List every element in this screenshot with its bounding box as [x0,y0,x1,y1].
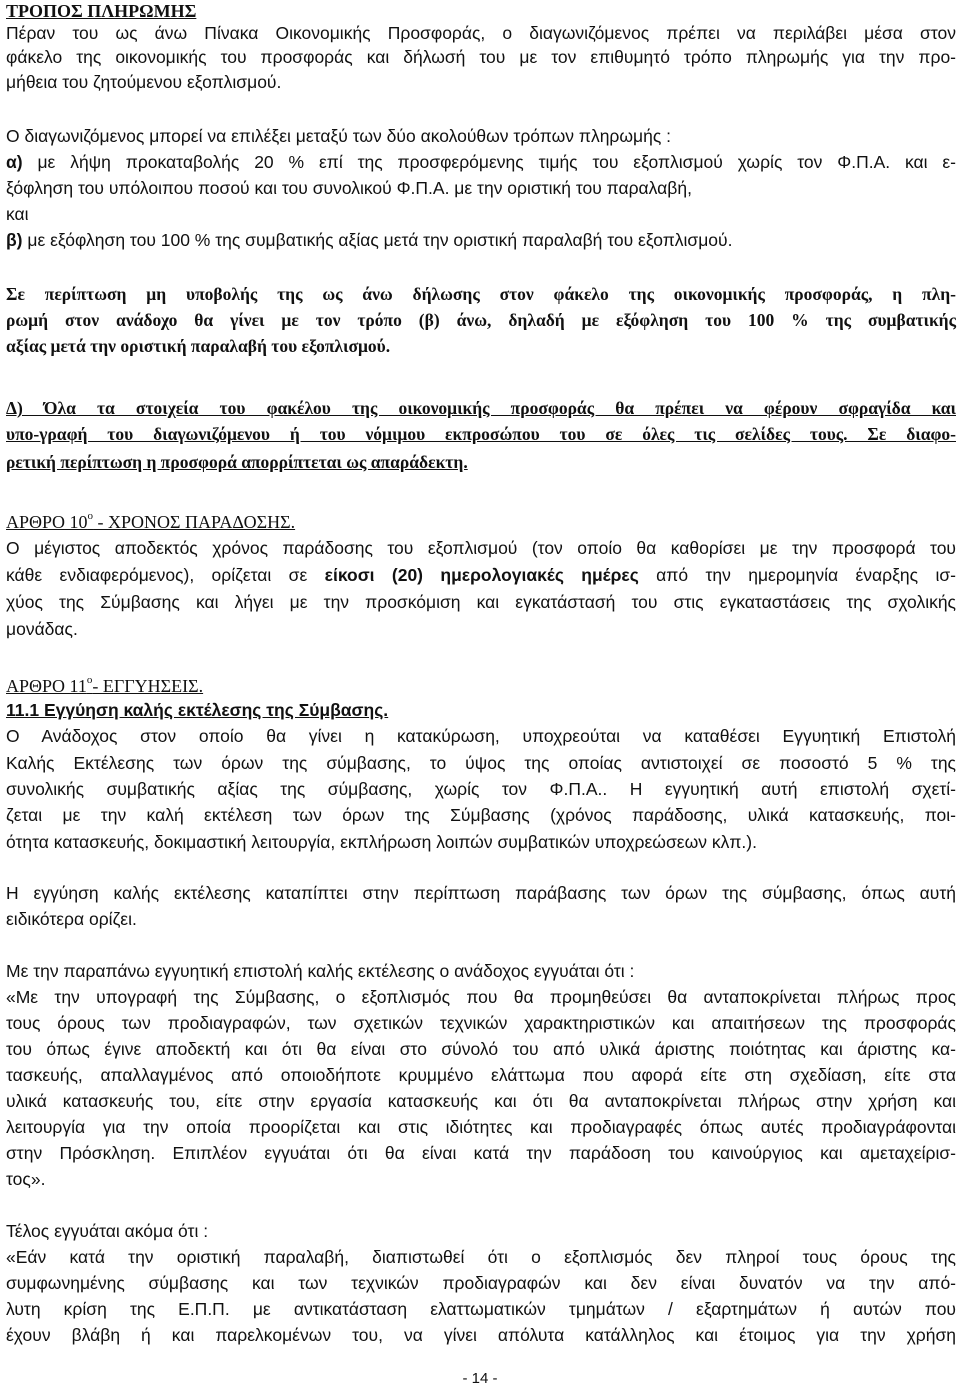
paragraph-line: μήθεια του ζητούμενου εξοπλισμού. [6,72,282,92]
delta-paragraph-line: Δ) Όλα τα στοιχεία του φακέλου της οικονομικής προσφοράς θα πρέπει να φέρουν σφραγίδα και [6,398,956,418]
option-b-line [6,229,732,251]
paragraph-line: τασκευής, απαλλαγμένος από οποιοδήποτε κρυμμένο ελάττωμα που αφορά είτε στη σχεδίαση, είτε στα [6,1065,956,1085]
article-10-title-sup: ο [87,510,94,522]
paragraph-line: έχουν βλάβη ή και παρελκομένων του, να γίνει απόλυτα κατάλληλος και έτοιμος για την χρήση [6,1325,956,1345]
paragraph-line: φάκελο της οικονομικής του προσφοράς και δήλωσή του με τον επιθυμητό τρόπο πληρωμής για την προ- [6,47,956,67]
paragraph-line: και [6,204,29,224]
delta-paragraph-line: υπο-γραφή του διαγωνιζόμενου ή του νόμιμου εκπροσώπου του σε όλες τις σελίδες τους. Σε διαφο- [6,424,956,444]
paragraph-line: Ο διαγωνιζόμενος μπορεί να επιλέξει μεταξύ των δύο ακολούθων τρόπων πληρωμής : [6,126,672,146]
article-11-title [6,675,203,697]
option-a-line [6,151,956,173]
article-11-title-rest: - ΕΓΓΥΗΣΕΙΣ. [92,676,204,696]
paragraph-line: υλικά κατασκευής του, είτε στην εργασία κατασκευής και ότι θα ανταποκρίνεται πλήρως στην χρήση και [6,1091,956,1111]
payment-method-title: ΤΡΟΠΟΣ ΠΛΗΡΩΜΗΣ [6,1,197,21]
option-a-text: με λήψη προκαταβολής 20 % επί της προσφερόμενης τιμής του εξοπλισμού χωρίς τον Φ.Π.Α. και ε- [22,152,956,172]
option-a-label: α) [6,152,23,172]
article-11-title-text: ΑΡΘΡΟ 11 [6,676,87,696]
paragraph-line: ζεται με την καλή εκτέλεση των όρων της Σύμβασης (χρόνος παράδοσης, υλικά κατασκευής, ποι- [6,805,956,825]
paragraph-line: τος». [6,1169,46,1189]
article-10-title [6,511,295,533]
paragraph-line: ότητα κατασκευής, δοκιμαστική λειτουργία, εκπλήρωση λοιπών συμβατικών υποχρεώσεων κλπ.). [6,832,757,852]
article-10-title-text: ΑΡΘΡΟ 10 [6,512,88,532]
paragraph-line: Ο μέγιστος αποδεκτός χρόνος παράδοσης του εξοπλισμού (τον οποίο θα καθορίσει με την προσφορά του [6,538,956,558]
paragraph-line: «Με την υπογραφή της Σύμβασης, ο εξοπλισμός που θα προμηθεύσει θα ανταποκρίνεται πλήρως προς [6,987,956,1007]
paragraph-line: Ο Ανάδοχος στον οποίο θα γίνει η κατακύρωση, υποχρεούται να καταθέσει Εγγυητική Επιστολή [6,726,956,746]
paragraph-line: Πέραν του ως άνω Πίνακα Οικονομικής Προσφοράς, ο διαγωνιζόμενος πρέπει να περιλάβει μέσα στον [6,23,956,43]
text-span: κάθε ενδιαφερόμενος), ορίζεται σε [6,565,325,585]
paragraph-line: συμφωνημένης σύμβασης και των τεχνικών προδιαγραφών και δεν είναι δυνατόν να την από- [6,1273,956,1293]
paragraph-line: χύος της Σύμβασης και λήγει με την προσκόμιση και εγκατάστασή του στις εγκαταστάσεις της σχολικής [6,592,956,612]
text-span: από την ημερομηνία έναρξης ισ- [638,565,956,585]
paragraph-line: Τέλος εγγυάται ακόμα ότι : [6,1221,209,1241]
paragraph-line: ειδικότερα ορίζει. [6,909,137,929]
paragraph-line: λειτουργία για την οποία προορίζεται και στις ιδιότητες και προδιαγραφές όπως αυτές προδιαγράφονται [6,1117,956,1137]
paragraph-line: Καλής Εκτέλεσης των όρων της σύμβασης, το ύψος της οποίας αντιστοιχεί σε ποσοστό 5 % της [6,753,956,773]
paragraph-line: ξόφληση του υπόλοιπου ποσού και του συνολικού Φ.Π.Α. με την οριστική του παραλαβή, [6,178,692,198]
paragraph-line: λυτη κρίση της Ε.Π.Π. με αντικατάσταση ελαττωματικών τμημάτων / εξαρτημάτων ή αυτών που [6,1299,956,1319]
paragraph-line: τους όρους των προδιαγραφών, των σχετικών τεχνικών χαρακτηριστικών και απαιτήσεων της προσφοράς [6,1013,956,1033]
option-b-text: με εξόφληση του 100 % της συμβατικής αξίας μετά την οριστική παραλαβή του εξοπλισμού. [22,230,733,250]
bold-paragraph-line: αξίας μετά την οριστική παραλαβή του εξοπλισμού. [6,336,391,356]
option-b-label: β) [6,230,23,250]
delivery-days-bold: είκοσι (20) ημερολογιακές ημέρες [324,565,639,585]
page-number: - 14 - [462,1370,498,1387]
paragraph-line: Η εγγύηση καλής εκτέλεσης καταπίπτει στην περίπτωση παράβασης των όρων της σύμβασης, όπως αυτή [6,883,956,903]
paragraph-line: Με την παραπάνω εγγυητική επιστολή καλής εκτέλεσης ο ανάδοχος εγγυάται ότι : [6,961,635,981]
bold-paragraph-line: ρωμή στον ανάδοχο θα γίνει με τον τρόπο (β) άνω, δηλαδή με εξόφληση του 100 % της συμβατικής [6,310,956,330]
paragraph-line: στην Πρόσκληση. Επιπλέον εγγυάται ότι θα είναι κατά την παράδοση του καινούργιος και αμεταχείρισ- [6,1143,956,1163]
paragraph-line: του όπως έγινε αποδεκτή και ότι θα είναι στο σύνολό του από υλικά άριστης ποιότητας και άριστης κα- [6,1039,956,1059]
article-11-title-sup: ο [86,674,93,686]
article-11-subtitle: 11.1 Εγγύηση καλής εκτέλεσης της Σύμβασης. [6,700,389,720]
article-10-title-rest: - ΧΡΟΝΟΣ ΠΑΡΑΔΟΣΗΣ. [93,512,296,532]
paragraph-line: συνολικής συμβατικής αξίας της σύμβασης, χωρίς τον Φ.Π.Α.. Η εγγυητική αυτή επιστολή σχετί- [6,779,956,799]
bold-paragraph-line: Σε περίπτωση μη υποβολής της ως άνω δήλωσης στον φάκελο της οικονομικής προσφοράς, η πλη- [6,284,956,304]
paragraph-line: «Εάν κατά την οριστική παραλαβή, διαπιστωθεί ότι ο εξοπλισμός δεν πληροί τους όρους της [6,1247,956,1267]
paragraph-line [6,564,956,586]
delta-paragraph-line: ρετική περίπτωση η προσφορά απορρίπτεται ως απαράδεκτη. [6,452,468,472]
paragraph-line: μονάδας. [6,619,78,639]
